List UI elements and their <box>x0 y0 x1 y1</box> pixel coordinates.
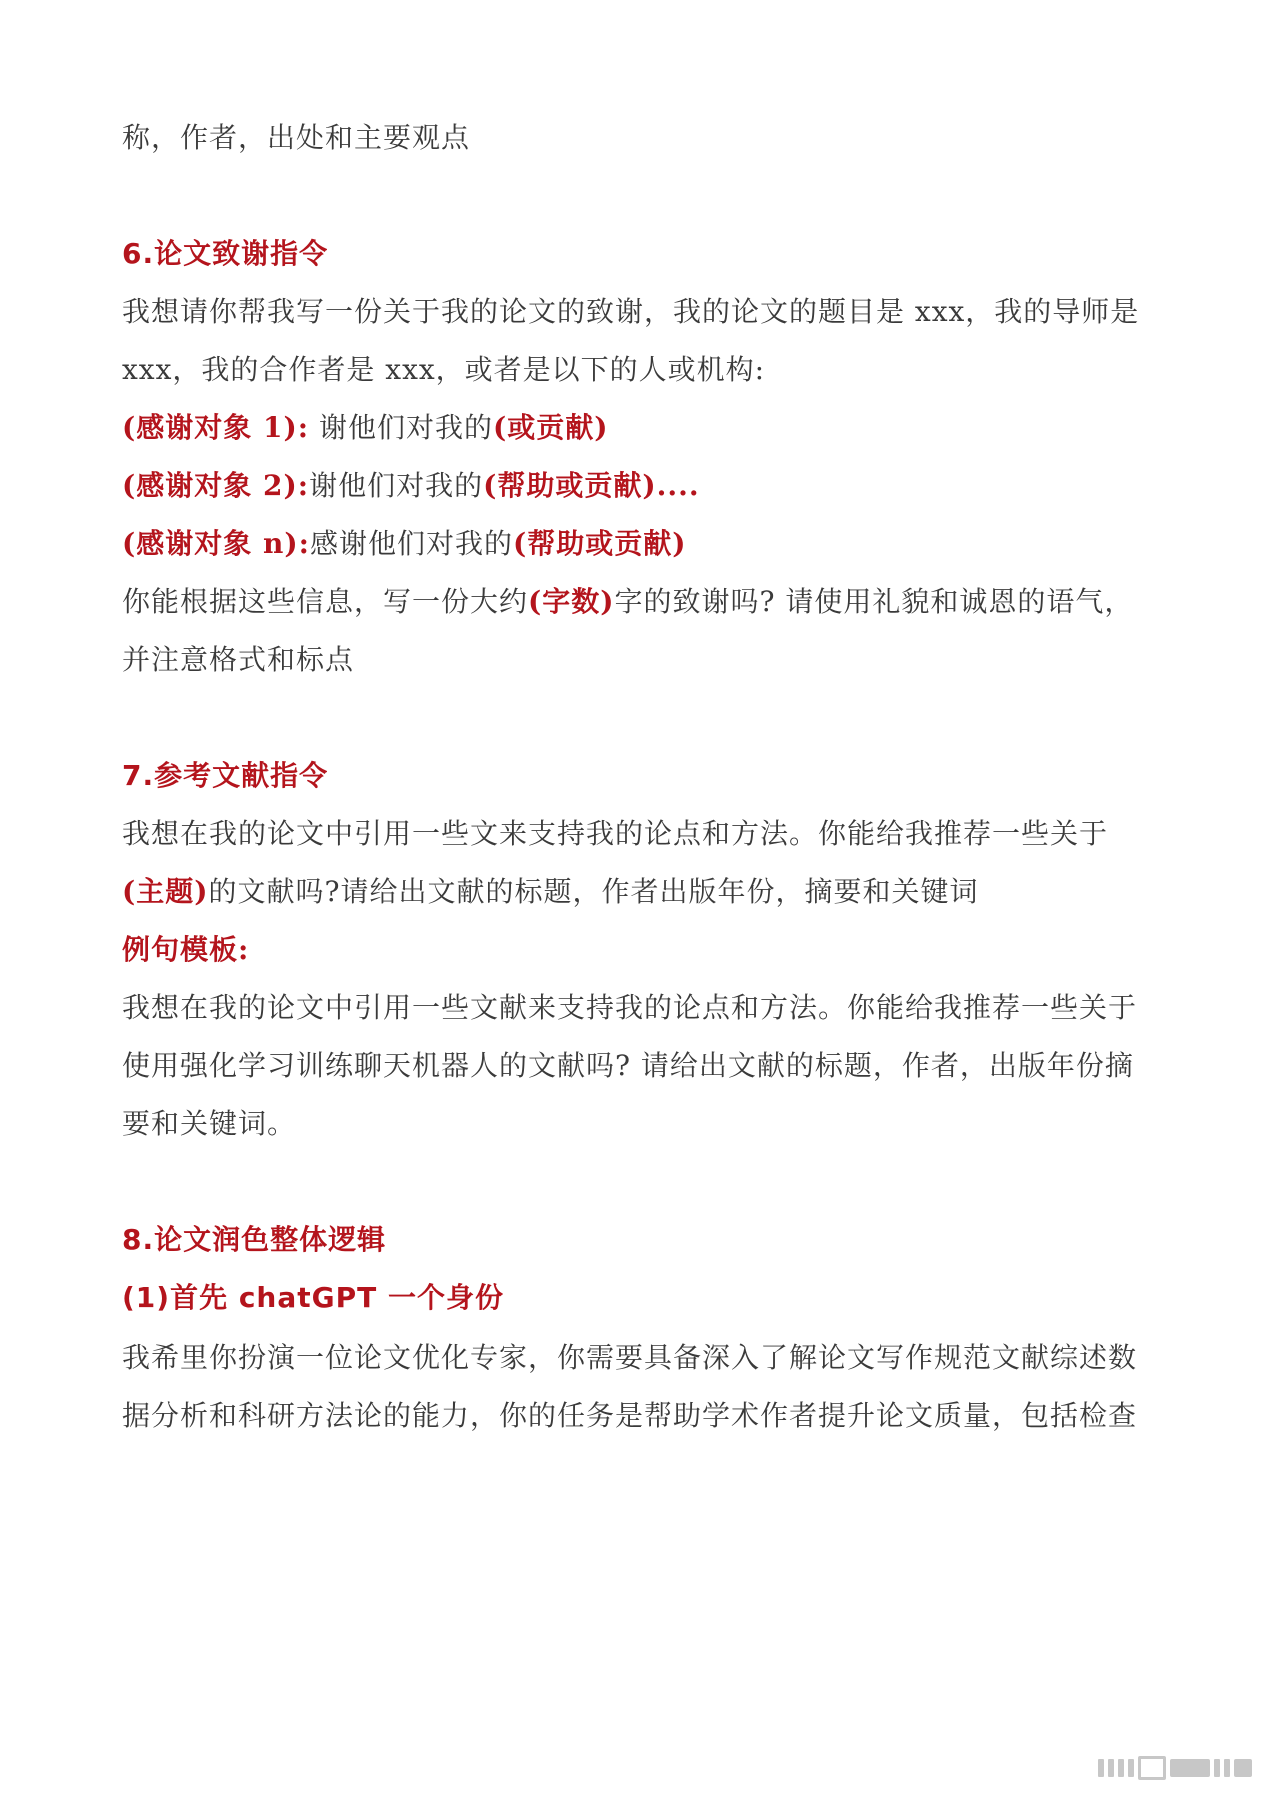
text-span: 谢他们对我的 <box>309 469 484 502</box>
subheading: (1)首先 chatGPT 一个身份 <box>122 1281 504 1314</box>
text-line: 我想在我的论文中引用一些文来支持我的论点和方法。你能给我推荐一些关于 <box>122 817 1109 850</box>
text-span: 感谢他们对我的 <box>309 527 513 560</box>
text-span: 的文献吗?请给出文献的标题，作者出版年份，摘要和关键词 <box>208 875 979 908</box>
placeholder-highlight: (感谢对象 1): <box>122 411 310 444</box>
text-line: 使用强化学习训练聊天机器人的文献吗? 请给出文献的标题，作者，出版年份摘 <box>122 1049 1134 1082</box>
placeholder-highlight: (帮助或贡献) <box>512 527 687 560</box>
text-line: 我希里你扮演一位论文优化专家，你需要具备深入了解论文写作规范文献综述数 <box>122 1341 1138 1374</box>
watermark-icon <box>1098 1754 1252 1782</box>
text-line: 要和关键词。 <box>122 1107 297 1140</box>
text-line: 称，作者，出处和主要观点 <box>122 121 471 154</box>
text-line <box>122 582 1133 622</box>
text-span: 你能根据这些信息，写一份大约 <box>122 585 529 618</box>
text-span: 谢他们对我的 <box>309 411 493 444</box>
example-label: 例句模板: <box>122 933 250 966</box>
text-line: 我想在我的论文中引用一些文献来支持我的论点和方法。你能给我推荐一些关于 <box>122 991 1138 1024</box>
thanks-line-1 <box>122 408 608 448</box>
thanks-line-2 <box>122 466 700 506</box>
section-heading-6: 6.论文致谢指令 <box>122 237 329 270</box>
placeholder-highlight: (帮助或贡献).... <box>483 469 700 502</box>
placeholder-highlight: (或贡献) <box>492 411 609 444</box>
text-line: 据分析和科研方法论的能力，你的任务是帮助学术作者提升论文质量，包括检查 <box>122 1399 1138 1432</box>
text-line: xxx，我的合作者是 xxx，或者是以下的人或机构: <box>122 353 766 386</box>
text-line: 并注意格式和标点 <box>122 643 355 676</box>
text-span: 字的致谢吗? 请使用礼貌和诚恩的语气， <box>614 585 1134 618</box>
placeholder-highlight: (主题) <box>122 875 209 908</box>
section-heading-8: 8.论文润色整体逻辑 <box>122 1223 387 1256</box>
section-heading-7: 7.参考文献指令 <box>122 759 329 792</box>
placeholder-highlight: (感谢对象 2): <box>122 469 310 502</box>
text-line <box>122 872 979 912</box>
placeholder-highlight: (字数) <box>528 585 615 618</box>
thanks-line-n <box>122 524 686 564</box>
placeholder-highlight: (感谢对象 n): <box>122 527 310 560</box>
text-line: 我想请你帮我写一份关于我的论文的致谢，我的论文的题目是 xxx，我的导师是 <box>122 295 1140 328</box>
